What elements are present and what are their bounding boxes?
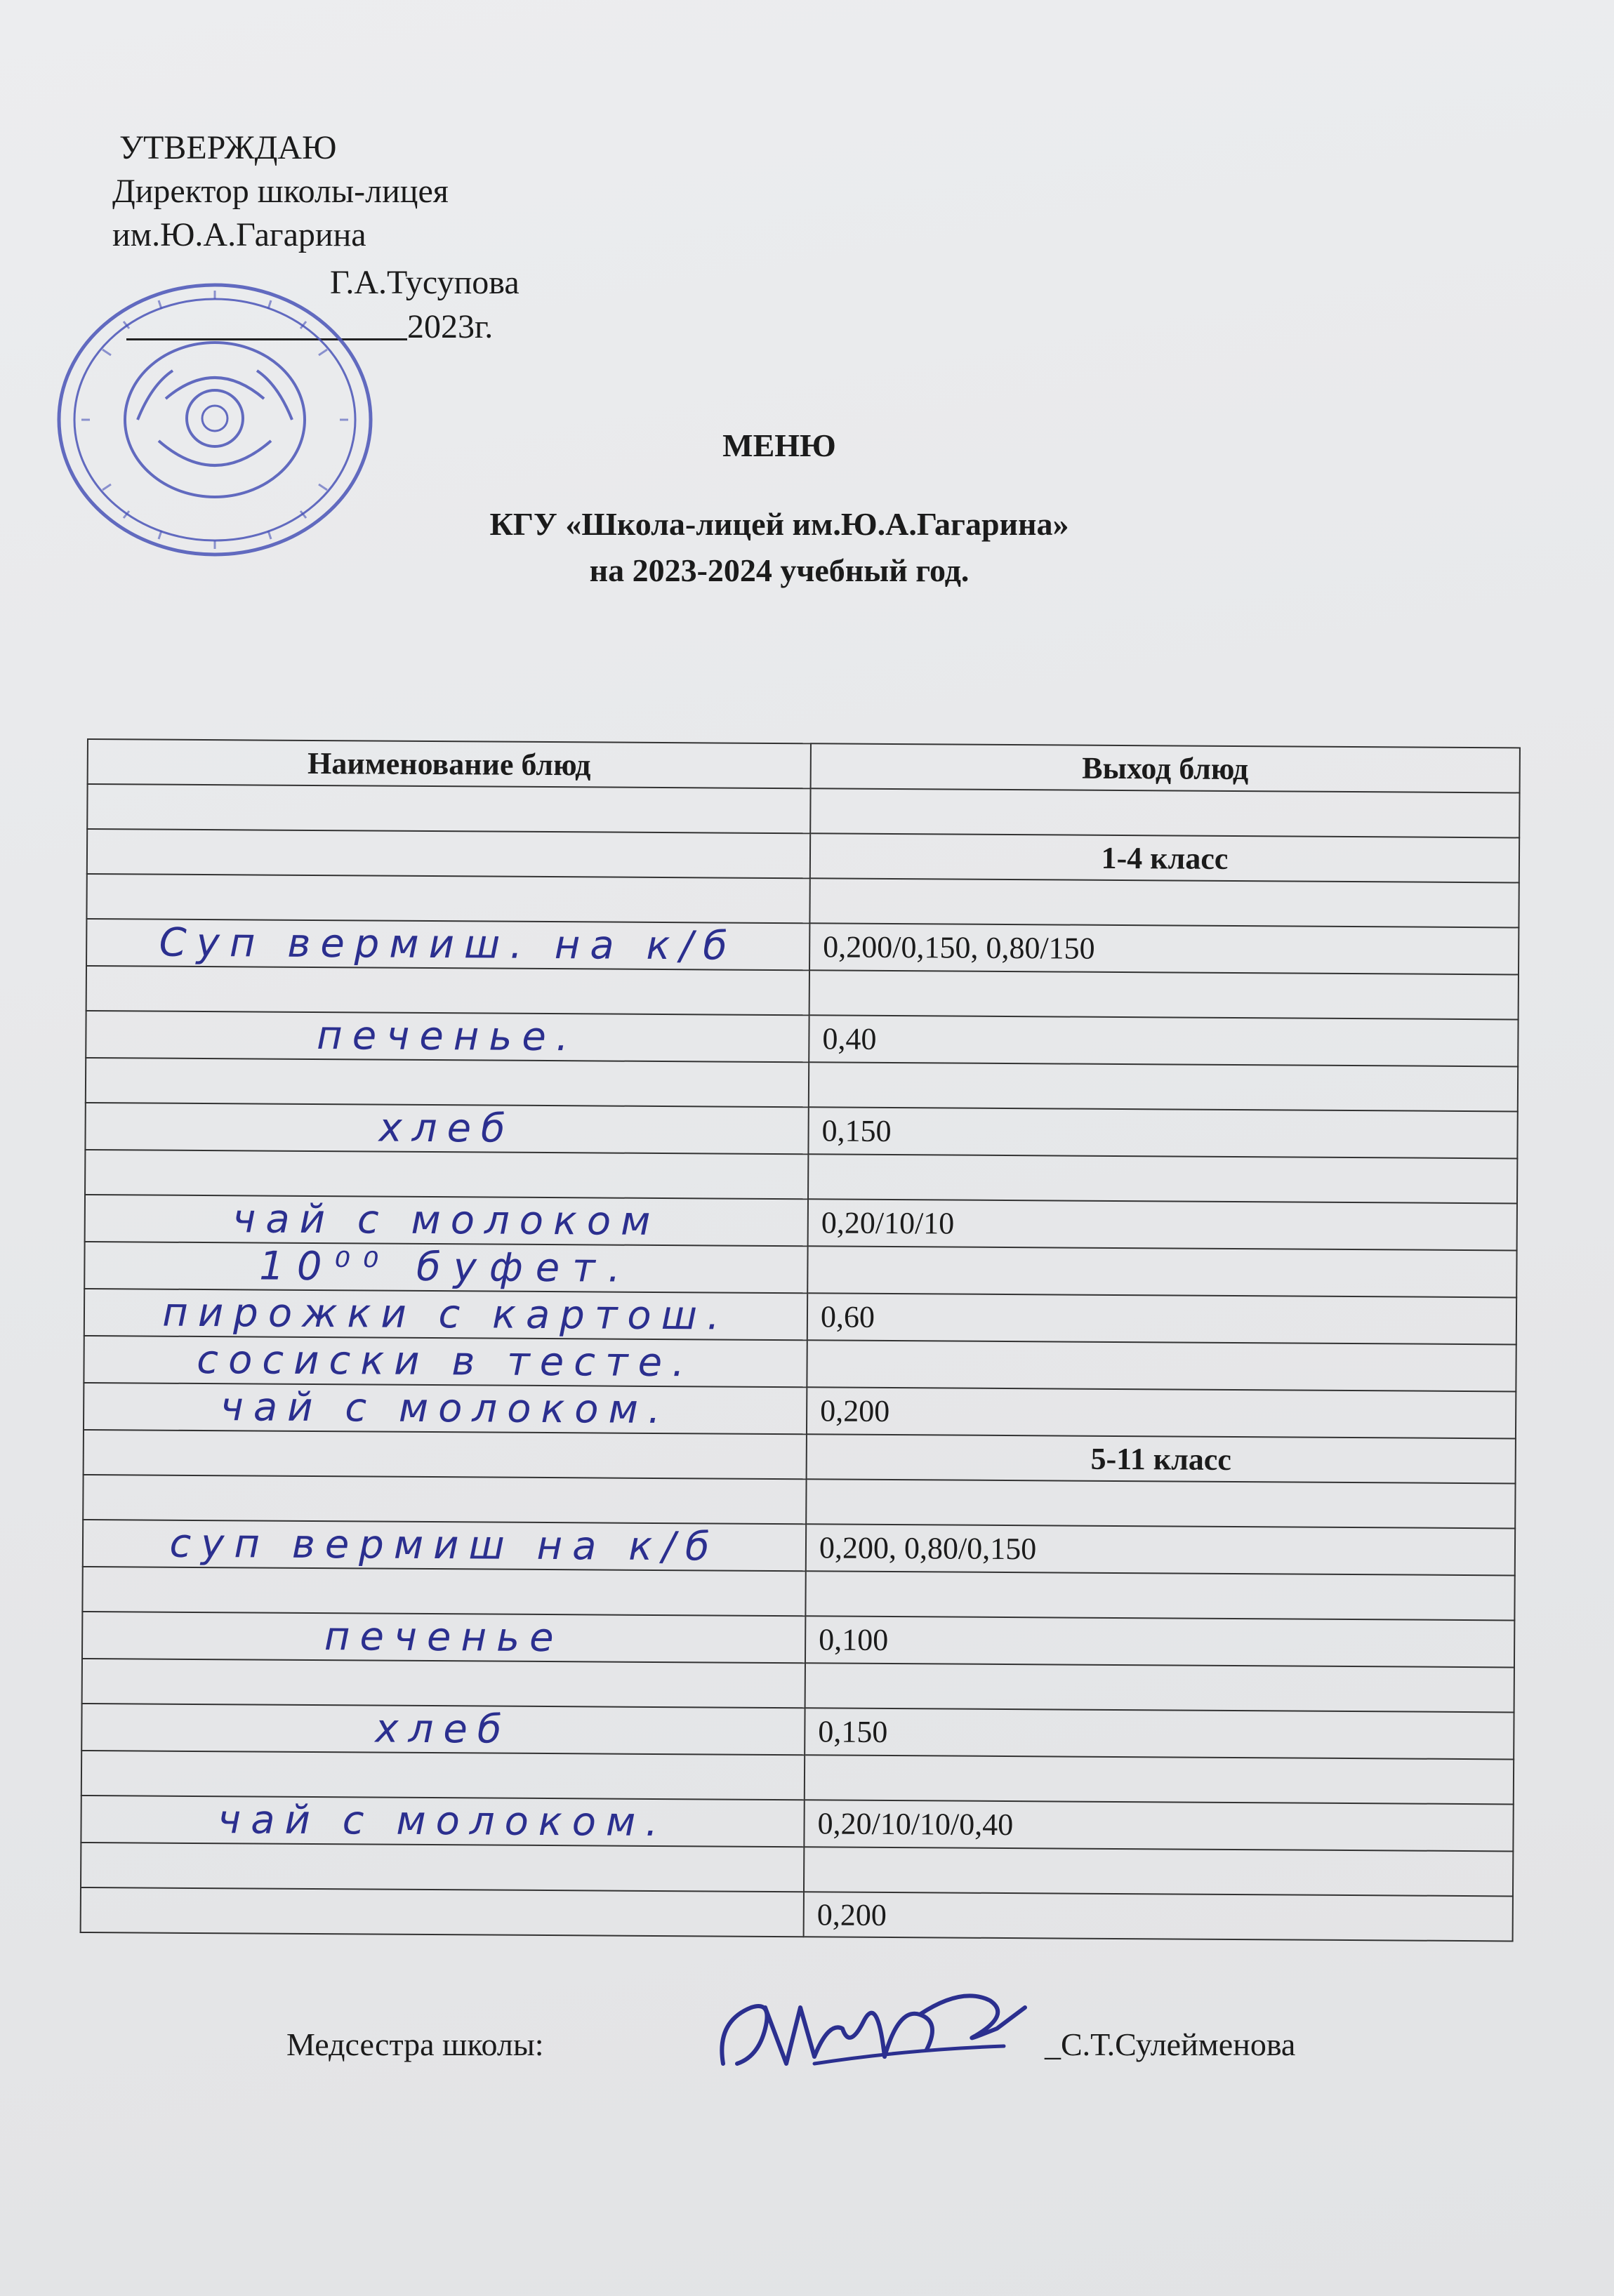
academic-year: на 2023-2024 учебный год. xyxy=(589,552,970,588)
dish-name-handwritten: хлеб xyxy=(378,1105,515,1152)
dish-name-handwritten: чай с молоком xyxy=(232,1196,661,1245)
nurse-name: _С.Т.Сулейменова xyxy=(1045,2026,1296,2062)
buffet-time-handwritten: 10⁰⁰ буфет. xyxy=(259,1243,633,1292)
table-row xyxy=(84,1242,1516,1297)
table-row xyxy=(86,1011,1518,1066)
document-title: МЕНЮ xyxy=(722,427,836,463)
dish-name-handwritten: чай с молоком. xyxy=(217,1797,668,1846)
grade-1-4-label: 1-4 класс xyxy=(810,833,1519,882)
dish-output: 0,20/10/10 xyxy=(808,1199,1517,1250)
dish-output: 0,150 xyxy=(808,1107,1517,1158)
dish-name-handwritten: печенье xyxy=(324,1614,564,1661)
dish-output xyxy=(807,1246,1516,1297)
dish-name-handwritten: Суп вермиш. на к/б xyxy=(159,920,737,969)
dish-name-handwritten: пирожки с картош. xyxy=(162,1289,729,1339)
table-row xyxy=(85,1195,1517,1250)
table-row xyxy=(81,1796,1513,1851)
approval-school: им.Ю.А.Гагарина xyxy=(112,216,366,253)
dish-output xyxy=(807,1340,1516,1391)
dish-name-handwritten: суп вермиш на к/б xyxy=(169,1520,720,1570)
dish-output: 0,60 xyxy=(807,1293,1516,1344)
director-name: Г.А.Тусупова xyxy=(330,264,520,301)
approval-year: 2023г. xyxy=(407,308,494,345)
dish-name-handwritten: хлеб xyxy=(375,1706,512,1753)
organization-name: КГУ «Школа-лицей им.Ю.А.Гагарина» xyxy=(489,506,1069,542)
dish-output: 0,200 xyxy=(804,1892,1513,1941)
dish-output: 0,200/0,150, 0,80/150 xyxy=(809,923,1519,974)
dish-output: 0,150 xyxy=(805,1708,1514,1759)
dish-output: 0,100 xyxy=(805,1616,1514,1667)
grade-5-11-label: 5-11 класс xyxy=(807,1434,1516,1483)
dish-output: 0,200, 0,80/0,150 xyxy=(806,1524,1515,1575)
dish-name-handwritten: сосиски в тесте. xyxy=(197,1336,695,1386)
nurse-signature xyxy=(709,1979,1039,2078)
menu-table xyxy=(80,738,1521,1942)
header-dish-name: Наименование блюд xyxy=(88,739,811,788)
dish-output: 0,200 xyxy=(807,1387,1516,1438)
dish-output: 0,20/10/10/0,40 xyxy=(804,1800,1513,1851)
approval-block xyxy=(112,126,449,257)
table-row xyxy=(82,1612,1514,1667)
table-row xyxy=(84,1383,1516,1438)
header-dish-output: Выход блюд xyxy=(811,743,1520,792)
table-row xyxy=(86,919,1519,974)
table-row xyxy=(85,1103,1517,1158)
approval-position: Директор школы-лицея xyxy=(112,173,449,210)
table-row xyxy=(81,1887,1513,1941)
table-row xyxy=(84,1336,1516,1391)
table-row xyxy=(81,1704,1514,1759)
dish-name-handwritten: чай с молоком. xyxy=(220,1384,670,1433)
table-row xyxy=(84,1289,1516,1344)
dish-output: 0,40 xyxy=(809,1015,1518,1066)
approval-title: УТВЕРЖДАЮ xyxy=(119,129,337,166)
nurse-label: Медсестра школы: xyxy=(286,2026,544,2062)
dish-name-handwritten xyxy=(94,1910,791,1914)
dish-name-handwritten: печенье. xyxy=(316,1013,578,1061)
table-row xyxy=(83,1520,1515,1575)
